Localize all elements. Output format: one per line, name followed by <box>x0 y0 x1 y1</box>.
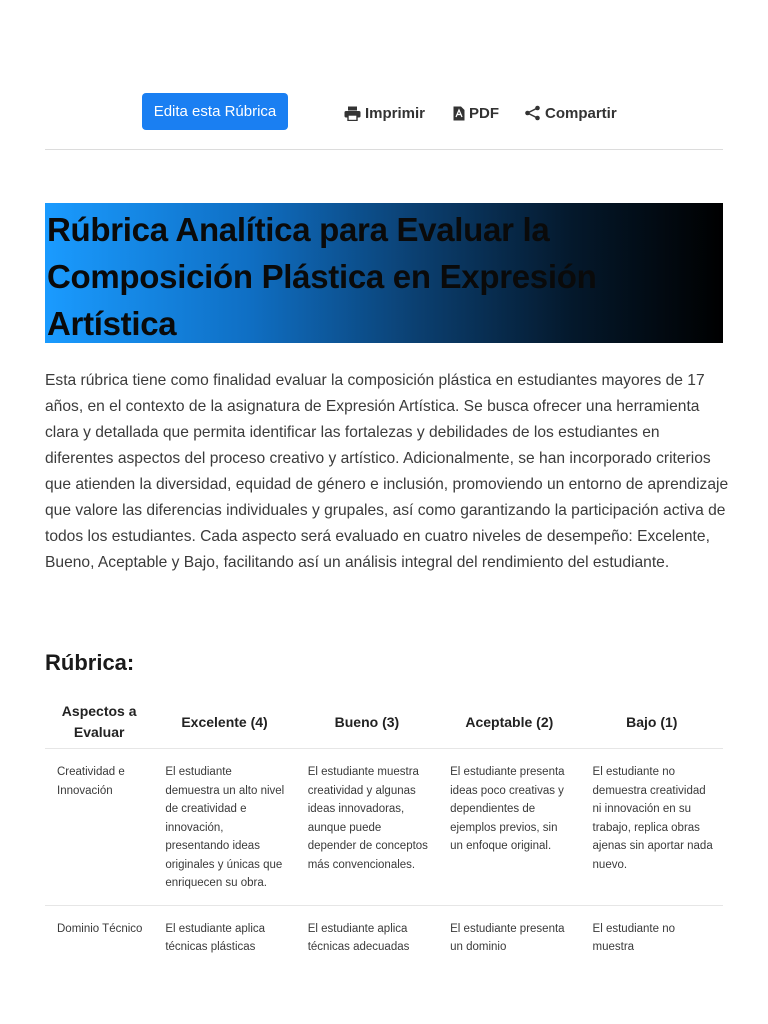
share-label: Compartir <box>545 104 617 122</box>
criterion-cell: El estudiante no demuestra creatividad ni innovación en su trabajo, replica obras ajenas sin aportar nada nuevo. <box>581 749 723 906</box>
header-aspects: Aspectos a Evaluar <box>45 696 153 749</box>
criterion-cell: El estudiante no muestra <box>592 922 676 953</box>
share-button[interactable] <box>524 100 617 126</box>
rubric-heading: Rúbrica: <box>45 650 135 675</box>
criterion-cell: El estudiante aplica técnicas adecuadas <box>307 922 410 953</box>
print-button[interactable] <box>344 100 425 126</box>
header-aceptable: Aceptable (2) <box>438 696 580 749</box>
share-icon <box>524 105 541 121</box>
aspect-cell: Dominio Técnico <box>57 922 143 935</box>
table-row <box>45 905 723 969</box>
table-row <box>45 749 723 906</box>
rubric-table <box>45 696 723 969</box>
header-bueno: Bueno (3) <box>296 696 438 749</box>
criterion-cell: El estudiante aplica técnicas plásticas <box>165 922 266 953</box>
printer-icon <box>344 106 361 121</box>
intro-paragraph: Esta rúbrica tiene como finalidad evaluar la composición plástica en estudiantes mayores de 17 años, en el contexto de la asignatura de Expresión Artística. Se busca ofrecer una herramienta clara y detallada que permita identificar las fortalezas y debilidades de los estudiantes en diferentes aspectos del proceso creativo y artístico. Adicionalmente, se han incorporado criterios que atienden la diversidad, equidad de género e inclusión, promoviendo un entorno de aprendizaje que valore las diferencias individuales y grupales, así como garantizando la participación activa de todos los estudiantes. Cada aspecto será evaluado en cuatro niveles de desempeño: Excelente, Bueno, Aceptable y Bajo, facilitando así un análisis integral del rendimiento del estudiante. <box>45 372 729 571</box>
toolbar <box>45 80 723 150</box>
pdf-button[interactable] <box>453 100 499 126</box>
pdf-file-icon <box>453 106 465 121</box>
criterion-cell: El estudiante demuestra un alto nivel de creatividad e innovación, presentando ideas originales y únicas que enriquecen su obra. <box>153 749 295 906</box>
criterion-cell: El estudiante presenta un dominio <box>450 922 565 953</box>
edit-rubric-button[interactable]: Edita esta Rúbrica <box>142 93 288 130</box>
aspect-cell: Creatividad e Innovación <box>45 749 153 906</box>
pdf-label: PDF <box>469 104 499 122</box>
table-header-row <box>45 696 723 749</box>
title-banner <box>45 203 723 343</box>
header-excelente: Excelente (4) <box>153 696 295 749</box>
criterion-cell: El estudiante presenta ideas poco creativas y dependientes de ejemplos previos, sin un enfoque original. <box>438 749 580 906</box>
page-title: Rúbrica Analítica para Evaluar la Composición Plástica en Expresión Artística <box>47 211 597 342</box>
print-label: Imprimir <box>365 104 426 122</box>
criterion-cell: El estudiante muestra creatividad y algunas ideas innovadoras, aunque puede depender de conceptos más convencionales. <box>296 749 438 906</box>
header-bajo: Bajo (1) <box>581 696 723 749</box>
